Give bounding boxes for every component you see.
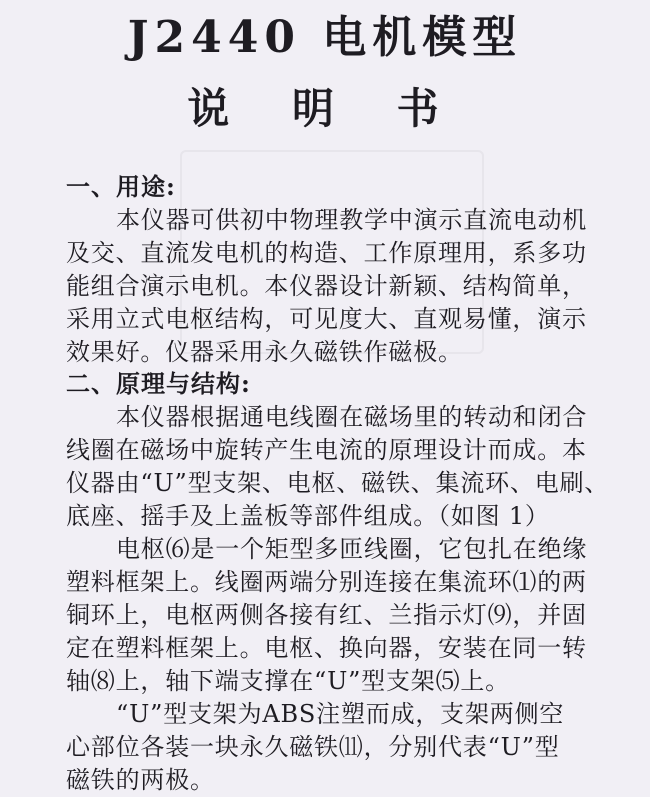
section-heading-purpose: 一、用途: xyxy=(66,172,176,201)
paragraph-line: 及交、直流发电机的构造、工作原理用，系多功 xyxy=(66,239,587,267)
paragraph-line: 仪器由“U”型支架、电枢、磁铁、集流环、电刷、 xyxy=(66,469,610,497)
paragraph-line: 线圈在磁场中旋转产生电流的原理设计而成。本 xyxy=(66,436,587,464)
paragraph-line: 塑料框架上。线圈两端分别连接在集流环⑴的两 xyxy=(66,568,587,596)
paragraph-line: 能组合演示电机。本仪器设计新颖、结构简单， xyxy=(66,272,587,300)
paragraph-line: 本仪器可供初中物理教学中演示直流电动机 xyxy=(116,206,588,234)
document-subtitle: 说 明 书 xyxy=(187,84,463,133)
paragraph-line: 采用立式电枢结构，可见度大、直观易懂，演示 xyxy=(66,305,587,333)
paragraph-line: 轴⑻上，轴下端支撑在“U”型支架⑸上。 xyxy=(66,667,510,695)
section-heading-principle: 二、原理与结构: xyxy=(66,369,251,398)
paragraph-line: 底座、摇手及上盖板等部件组成。（如图 1） xyxy=(66,502,550,530)
paragraph-line: 磁铁的两极。 xyxy=(66,766,215,794)
paragraph-line: “U”型支架为ABS注塑而成，支架两侧空 xyxy=(116,700,565,728)
paragraph-line: 定在塑料框架上。电枢、换向器，安装在同一转 xyxy=(66,634,587,662)
document-title: J2440 电机模型 xyxy=(127,12,523,63)
paragraph-line: 心部位各装一块永久磁铁⑾，分别代表“U”型 xyxy=(66,733,560,761)
paragraph-line: 铜环上，电枢两侧各接有红、兰指示灯⑼，并固 xyxy=(66,601,587,629)
paragraph-line: 电枢⑹是一个矩型多匝线圈，它包扎在绝缘 xyxy=(116,535,588,563)
paragraph-line: 效果好。仪器采用永久磁铁作磁极。 xyxy=(66,338,463,366)
paragraph-line: 本仪器根据通电线圈在磁场里的转动和闭合 xyxy=(116,403,588,431)
